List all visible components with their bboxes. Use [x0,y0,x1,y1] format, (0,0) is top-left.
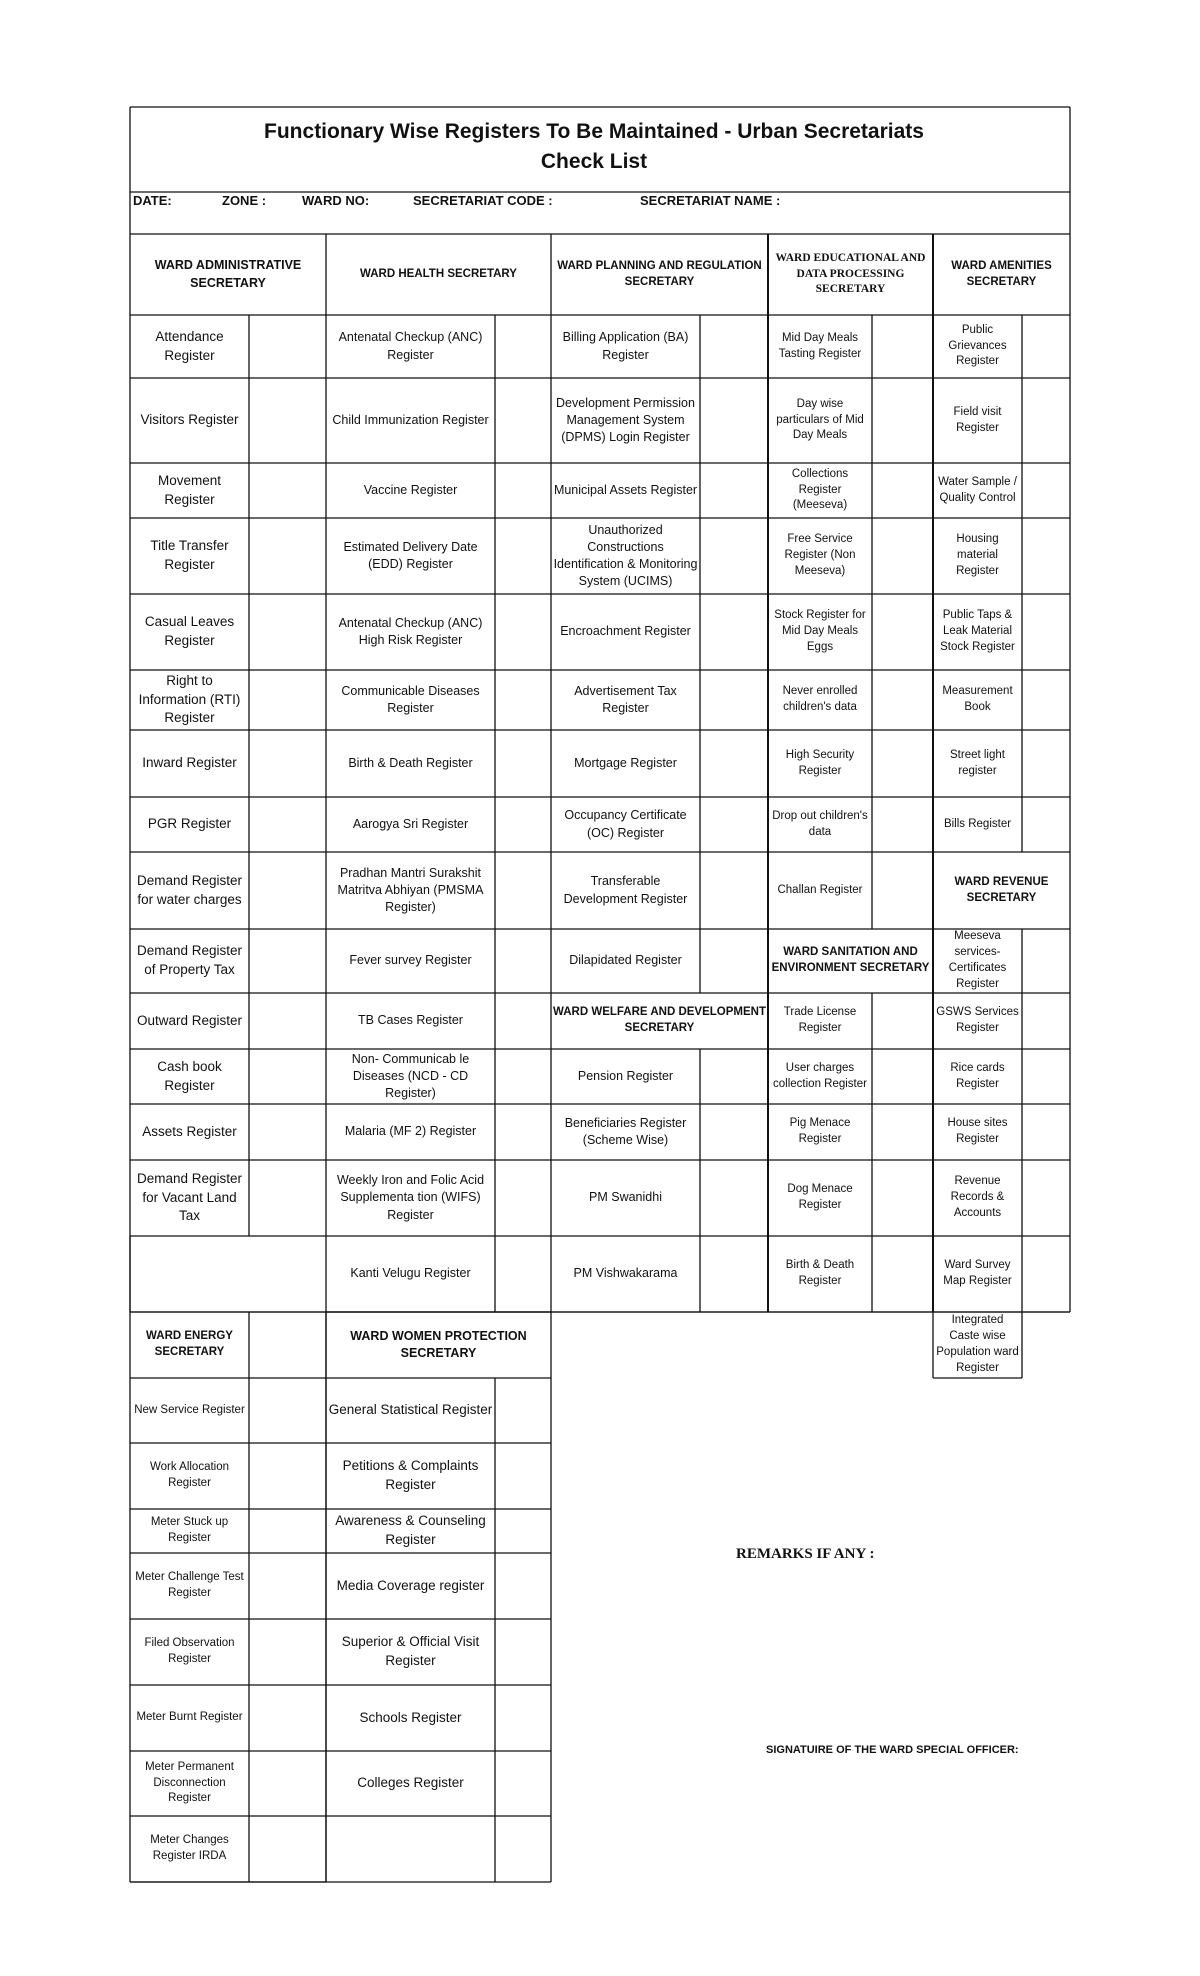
health-register-row-3-label: Vaccine Register [363,482,458,497]
women-register-row-5-label: Superior & Official Visit Register [341,1634,480,1668]
admin-register-row-5-label: Casual Leaves Register [144,614,235,648]
energy-register-row-7-label: Meter Permanent Disconnection Register [145,1760,234,1805]
date-field-label: DATE: [133,193,172,208]
energy-register-row-6-label: Meter Burnt Register [136,1711,243,1724]
admin-register-row-2-label: Visitors Register [140,412,239,428]
zone-field-label: ZONE : [222,193,267,208]
header-ward-health-secretary-label: WARD HEALTH SECRETARY [360,267,517,280]
sanitation-register-row-1-label: Trade License Register [783,1006,857,1034]
energy-register-row-8-label: Meter Changes Register IRDA [150,1834,229,1862]
planning-register-row-1-label: Billing Application (BA) Register [562,330,689,362]
planning-register-row-9-label: Transferable Development Register [563,874,688,906]
health-register-row-15-label: Kanti Velugu Register [350,1266,471,1281]
admin-register-row-4-label: Title Transfer Register [150,538,229,572]
revenue-register-row-1-label: Meeseva services- Certificates Register [948,930,1007,990]
health-register-row-11-label: TB Cases Register [358,1013,463,1028]
admin-register-row-14-label: Demand Register for Vacant Land Tax [136,1171,243,1224]
welfare-register-row-2-label: Beneficiaries Register (Scheme Wise) [564,1115,687,1147]
revenue-register-row-6-label: Ward Survey Map Register [943,1259,1012,1287]
energy-register-row-2-label: Work Allocation Register [149,1461,230,1489]
revenue-register-row-4-label: House sites Register [947,1117,1008,1145]
header-ward-welfare-development-secretary-label: WARD WELFARE AND DEVELOPMENT SECRETARY [553,1006,766,1034]
health-register-row-5-label: Antenatal Checkup (ANC) High Risk Register [338,615,483,647]
revenue-register-row-5-label: Revenue Records & Accounts [950,1175,1005,1219]
health-register-row-13-label: Malaria (MF 2) Register [344,1124,477,1139]
sanitation-register-row-3-label: Pig Menace Register [789,1117,851,1145]
welfare-register-row-4-label: PM Vishwakarama [573,1266,678,1281]
women-register-row-2-label: Petitions & Complaints Register [342,1458,479,1492]
women-register-row-3-label: Awareness & Counseling Register [335,1513,486,1547]
header-ward-planning-regulation-secretary-label: WARD PLANNING AND REGULATION SECRETARY [557,259,762,288]
amenities-register-row-5-label: Public Taps & Leak Material Stock Register [940,609,1015,653]
education-register-row-6-label: Never enrolled children's data [782,685,858,713]
health-register-row-8-label: Aarogya Sri Register [352,816,469,831]
health-register-row-2-label: Child Immunization Register [332,412,489,427]
education-register-row-8-label: Drop out children's data [772,809,868,838]
education-register-row-2-label: Day wise particulars of Mid Day Meals [776,397,864,442]
health-register-row-9-label: Pradhan Mantri Surakshit Matritva Abhiyan (PMSMA Register) [337,865,484,915]
welfare-register-row-1-label: Pension Register [577,1068,674,1083]
admin-register-row-7-label: Inward Register [142,755,237,771]
header-ward-educational-data-processing-secretary-label: WARD EDUCATIONAL AND DATA PROCESSING SECRETARY [775,251,926,296]
planning-register-row-8-label: Occupancy Certificate (OC) Register [564,808,687,840]
health-register-row-4-label: Estimated Delivery Date (EDD) Register [343,539,478,571]
education-register-row-7-label: High Security Register [785,748,855,777]
energy-register-row-1-label: New Service Register [134,1403,245,1416]
amenities-register-row-4-label: Housing material Register [956,533,999,577]
energy-register-row-5-label: Filed Observation Register [144,1637,235,1665]
women-register-row-4-label: Media Coverage register [336,1577,485,1593]
planning-register-row-5-label: Encroachment Register [560,624,691,639]
energy-register-row-4-label: Meter Challenge Test Register [135,1571,244,1599]
health-register-row-10-label: Fever survey Register [349,953,472,968]
planning-register-row-2-label: Development Permission Management System (DPMS) Login Register [556,395,695,445]
admin-register-row-8-label: PGR Register [147,816,232,832]
header-ward-women-protection-secretary-label: WARD WOMEN PROTECTION SECRETARY [350,1328,527,1360]
remarks-label: REMARKS IF ANY : [736,1546,875,1562]
header-ward-sanitation-environment-secretary-label: WARD SANITATION AND ENVIRONMENT SECRETARY [771,946,930,974]
amenities-register-row-2-label: Field visit Register [953,405,1002,434]
planning-register-row-6-label: Advertisement Tax Register [574,683,677,715]
women-register-row-1-label: General Statistical Register [328,1402,493,1418]
health-register-row-12-label: Non- Communicab le Diseases (NCD - CD Register) [351,1051,470,1101]
amenities-register-row-1-label: Public Grievances Register [948,323,1007,368]
signature-label: SIGNATUIRE OF THE WARD SPECIAL OFFICER: [766,1744,1019,1756]
admin-register-row-3-label: Movement Register [157,472,222,507]
document-title: Functionary Wise Registers To Be Maintained - Urban Secretariats [264,120,924,143]
women-register-row-6-label: Schools Register [359,1709,462,1725]
health-register-row-14-label: Weekly Iron and Folic Acid Supplementa tion (WIFS) Register [336,1173,485,1222]
amenities-register-row-6-label: Measurement Book [942,685,1013,713]
secretariat-code-field-label: SECRETARIAT CODE : [413,193,553,208]
header-ward-revenue-secretary-label: WARD REVENUE SECRETARY [954,875,1049,904]
energy-register-row-3-label: Meter Stuck up Register [150,1516,229,1544]
sanitation-register-row-5-label: Birth & Death Register [785,1259,855,1287]
welfare-register-row-3-label: PM Swanidhi [589,1190,662,1205]
header-ward-energy-secretary-label: WARD ENERGY SECRETARY [146,1330,233,1358]
admin-register-row-9-label: Demand Register for water charges [136,872,243,907]
education-register-row-5-label: Stock Register for Mid Day Meals Eggs [774,609,866,653]
education-register-row-4-label: Free Service Register (Non Meeseva) [784,533,856,577]
education-register-row-1-label: Mid Day Meals Tasting Register [778,331,862,360]
admin-register-row-12-label: Cash book Register [157,1058,222,1093]
header-ward-amenities-secretary-label: WARD AMENITIES SECRETARY [951,259,1052,288]
document-subtitle: Check List [540,150,648,173]
amenities-register-row-7-label: Street light register [950,748,1005,777]
planning-register-row-3-label: Municipal Assets Register [553,482,698,497]
planning-register-row-4-label: Unauthorized Constructions Identification & Monitoring System (UCIMS) [553,522,698,589]
amenities-register-row-8-label: Bills Register [943,817,1012,830]
header-ward-administrative-secretary-label: WARD ADMINISTRATIVE SECRETARY [154,258,302,290]
planning-register-row-10-label: Dilapidated Register [569,953,682,968]
education-register-row-3-label: Collections Register (Meeseva) [791,467,849,512]
admin-register-row-6-label: Right to Information (RTI) Register [138,673,241,726]
planning-register-row-7-label: Mortgage Register [574,755,677,770]
admin-register-row-10-label: Demand Register of Property Tax [136,943,243,977]
amenities-register-row-3-label: Water Sample / Quality Control [938,475,1017,504]
women-register-row-7-label: Colleges Register [357,1775,464,1791]
admin-register-row-1-label: Attendance Register [155,328,224,363]
admin-register-row-13-label: Assets Register [142,1123,237,1139]
revenue-register-row-3-label: Rice cards Register [950,1061,1005,1090]
admin-register-row-11-label: Outward Register [136,1012,243,1028]
ward-no-field-label: WARD NO: [302,193,370,208]
revenue-register-row-2-label: GSWS Services Register [936,1006,1019,1034]
health-register-row-1-label: Antenatal Checkup (ANC) Register [338,330,483,362]
secretariat-name-field-label: SECRETARIAT NAME : [640,193,781,208]
health-register-row-6-label: Communicable Diseases Register [341,683,480,715]
education-register-row-9-label: Challan Register [777,883,863,896]
sanitation-register-row-4-label: Dog Menace Register [787,1183,853,1211]
sanitation-register-row-2-label: User charges collection Register [773,1061,867,1090]
health-register-row-7-label: Birth & Death Register [348,755,473,770]
revenue-register-row-7-label: Integrated Caste wise Population ward Register [936,1314,1019,1374]
